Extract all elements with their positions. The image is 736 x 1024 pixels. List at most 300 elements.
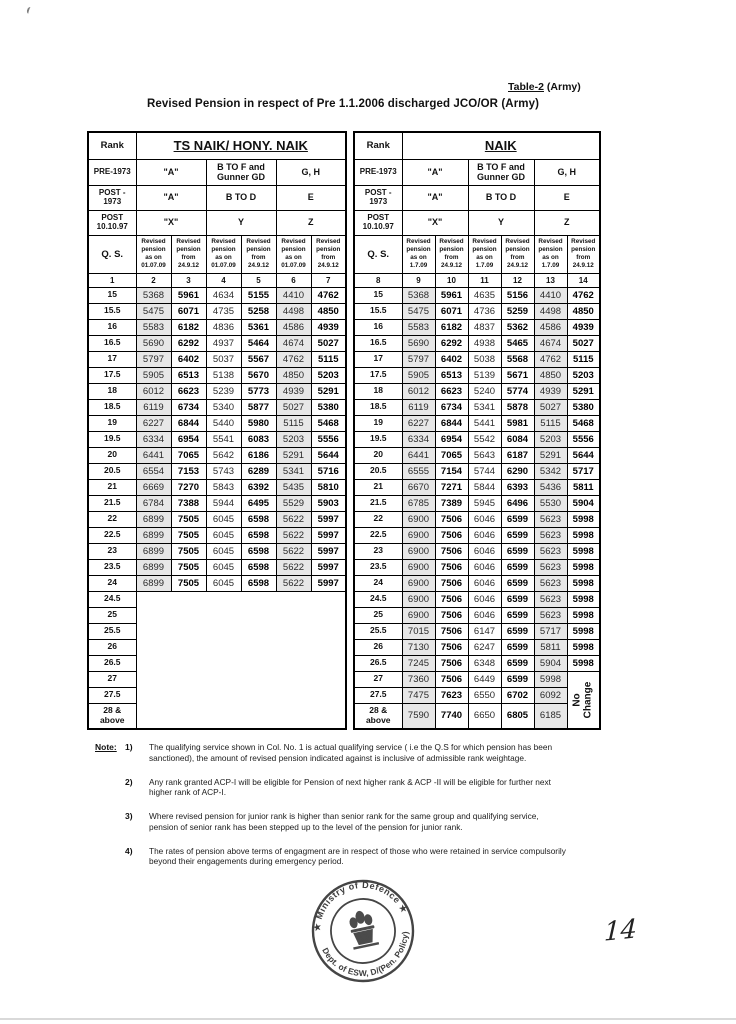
pension-value-cell: 5998 — [567, 655, 600, 671]
qs-cell: 25.5 — [354, 623, 402, 639]
pension-value-cell: 5716 — [311, 463, 346, 479]
pension-value-cell: 6441 — [402, 447, 435, 463]
pension-value-cell: 6899 — [136, 543, 171, 559]
pension-value-cell: 5440 — [206, 415, 241, 431]
band-row — [88, 159, 346, 185]
group-cell: B TO D — [206, 185, 276, 210]
pension-value-cell: 5623 — [534, 559, 567, 575]
pension-value-cell: 6046 — [468, 527, 501, 543]
pension-value-cell: 5622 — [276, 575, 311, 591]
column-number: 12 — [501, 273, 534, 287]
table-row — [354, 367, 600, 383]
table-row — [354, 431, 600, 447]
pension-value-cell: 5436 — [534, 479, 567, 495]
table-row — [354, 671, 600, 687]
pension-value-cell: 5997 — [311, 575, 346, 591]
ashoka-emblem-icon — [346, 908, 379, 949]
qs-cell: 15 — [354, 287, 402, 303]
note-text: Where revised pension for junior rank is higher than senior rank for the same group and qualifying service, pension of senior rank has been stepped up to the level of the pension for junior rank. — [149, 811, 539, 832]
column-header: Revised pension from 24.9.12 — [241, 235, 276, 273]
qs-cell: 21 — [354, 479, 402, 495]
table-row — [354, 383, 600, 399]
pension-value-cell: 6182 — [435, 319, 468, 335]
pension-value-cell: 5905 — [402, 367, 435, 383]
qs-cell: 25 — [88, 607, 136, 623]
pension-value-cell: 7506 — [435, 607, 468, 623]
qs-cell: 22 — [354, 511, 402, 527]
qs-cell: 23.5 — [88, 559, 136, 575]
pension-value-cell: 6785 — [402, 495, 435, 511]
pension-value-cell: 7506 — [435, 575, 468, 591]
table-body — [88, 287, 346, 729]
table-row — [354, 607, 600, 623]
subheader-row — [354, 235, 600, 273]
table-row — [354, 495, 600, 511]
band-label: POST 10.10.97 — [354, 210, 402, 235]
column-number-row — [354, 273, 600, 287]
rank-group-title — [136, 132, 346, 159]
pension-value-cell: 6496 — [501, 495, 534, 511]
pension-value-cell: 7505 — [171, 575, 206, 591]
pension-value-cell: 6899 — [136, 559, 171, 575]
pension-value-cell: 5115 — [276, 415, 311, 431]
pension-value-cell: 7388 — [171, 495, 206, 511]
table-row — [354, 655, 600, 671]
pension-value-cell: 6900 — [402, 591, 435, 607]
note-label: Note: — [95, 742, 117, 752]
qs-cell: 18.5 — [354, 399, 402, 415]
pension-value-cell: 6393 — [501, 479, 534, 495]
pension-value-cell: 5027 — [567, 335, 600, 351]
pension-value-cell: 6554 — [136, 463, 171, 479]
group-cell: B TO D — [468, 185, 534, 210]
pension-value-cell: 4634 — [206, 287, 241, 303]
qs-cell: 25 — [354, 607, 402, 623]
pension-value-cell: 5690 — [402, 335, 435, 351]
pension-value-cell: 5623 — [534, 607, 567, 623]
pension-value-cell: 5622 — [276, 511, 311, 527]
pension-value-cell: 6650 — [468, 703, 501, 729]
pension-value-cell: 5717 — [534, 623, 567, 639]
table-row — [354, 351, 600, 367]
pension-value-cell: 7389 — [435, 495, 468, 511]
table-header — [354, 132, 600, 287]
table-row — [354, 415, 600, 431]
note-text: The rates of pension above terms of engagment are in respect of those who were retained in service compulsorily beyond their engagements during emergency period. — [149, 845, 566, 867]
column-number: 2 — [136, 273, 171, 287]
scan-edge-shadow — [0, 1018, 736, 1020]
pension-value-cell: 4837 — [468, 319, 501, 335]
pension-value-cell: 4850 — [311, 303, 346, 319]
qs-cell: 23.5 — [354, 559, 402, 575]
pension-value-cell: 4850 — [567, 303, 600, 319]
pension-value-cell: 6045 — [206, 543, 241, 559]
qs-cell: 26.5 — [354, 655, 402, 671]
pension-value-cell: 7506 — [435, 671, 468, 687]
pension-value-cell: 4736 — [468, 303, 501, 319]
pension-value-cell: 6402 — [171, 351, 206, 367]
pension-value-cell: 6599 — [501, 623, 534, 639]
qs-cell: 21.5 — [354, 495, 402, 511]
table-row — [354, 335, 600, 351]
pension-value-cell: 6900 — [402, 575, 435, 591]
pension-value-cell: 5904 — [567, 495, 600, 511]
pension-value-cell: 6495 — [241, 495, 276, 511]
pension-value-cell: 6513 — [435, 367, 468, 383]
no-change-label: No Change — [571, 681, 594, 719]
pension-value-cell: 5743 — [206, 463, 241, 479]
pension-value-cell: 6227 — [402, 415, 435, 431]
pension-value-cell: 6899 — [136, 511, 171, 527]
qs-cell: 23 — [88, 543, 136, 559]
pension-value-cell: 5690 — [136, 335, 171, 351]
pension-value-cell: 6012 — [402, 383, 435, 399]
qs-header: Q. S. — [88, 235, 136, 273]
pension-value-cell: 6599 — [501, 511, 534, 527]
pension-value-cell: 6119 — [402, 399, 435, 415]
table-naik — [353, 131, 601, 730]
pension-value-cell: 5903 — [311, 495, 346, 511]
pension-value-cell: 7065 — [171, 447, 206, 463]
pension-value-cell: 4498 — [534, 303, 567, 319]
pension-value-cell: 5744 — [468, 463, 501, 479]
column-number-row — [88, 273, 346, 287]
qs-cell: 27 — [88, 671, 136, 687]
column-header: Revised pension as on 01.07.09 — [276, 235, 311, 273]
note-number: 2) — [125, 776, 133, 787]
rank-header: Rank — [354, 132, 402, 159]
pension-value-cell: 5878 — [501, 399, 534, 415]
qs-cell: 27 — [354, 671, 402, 687]
pension-value-cell: 6598 — [241, 527, 276, 543]
pension-value-cell: 5670 — [241, 367, 276, 383]
pension-value-cell: 6046 — [468, 543, 501, 559]
pension-value-cell: 6599 — [501, 639, 534, 655]
pension-value-cell: 5468 — [567, 415, 600, 431]
pension-value-cell: 7506 — [435, 543, 468, 559]
pension-value-cell: 7506 — [435, 623, 468, 639]
table-header — [88, 132, 346, 287]
qs-cell: 22 — [88, 511, 136, 527]
qs-cell: 18 — [354, 383, 402, 399]
table-row — [88, 559, 346, 575]
pension-value-cell: 5203 — [311, 367, 346, 383]
qs-cell: 19.5 — [354, 431, 402, 447]
table-row — [88, 447, 346, 463]
pension-value-cell: 5556 — [311, 431, 346, 447]
qs-cell: 17 — [354, 351, 402, 367]
pension-value-cell: 6598 — [241, 511, 276, 527]
qs-cell: 27.5 — [88, 687, 136, 703]
pension-value-cell: 6784 — [136, 495, 171, 511]
pension-value-cell: 4850 — [276, 367, 311, 383]
pension-value-cell: 6348 — [468, 655, 501, 671]
column-number: 10 — [435, 273, 468, 287]
pension-value-cell: 5115 — [567, 351, 600, 367]
table-row — [88, 351, 346, 367]
stamp-seal-graphic — [291, 859, 436, 1004]
table-number-label: Table-2 — [508, 81, 544, 93]
pension-value-cell: 6598 — [241, 559, 276, 575]
table-row — [354, 447, 600, 463]
pension-value-cell: 5944 — [206, 495, 241, 511]
group-cell: "A" — [402, 185, 468, 210]
pension-value-cell: 5961 — [171, 287, 206, 303]
pension-value-cell: 6670 — [402, 479, 435, 495]
table-row — [88, 575, 346, 591]
pension-value-cell: 7506 — [435, 639, 468, 655]
pension-value-cell: 5671 — [501, 367, 534, 383]
qs-cell: 17.5 — [354, 367, 402, 383]
pension-value-cell: 6289 — [241, 463, 276, 479]
pension-value-cell: 4939 — [311, 319, 346, 335]
band-row — [88, 185, 346, 210]
pension-value-cell: 5380 — [567, 399, 600, 415]
table-row — [88, 511, 346, 527]
band-label: PRE-1973 — [354, 159, 402, 185]
pension-value-cell: 6185 — [534, 703, 567, 729]
pension-value-cell: 5998 — [567, 543, 600, 559]
column-header: Revised pension as on 01.07.09 — [136, 235, 171, 273]
pension-value-cell: 6555 — [402, 463, 435, 479]
table-row — [88, 319, 346, 335]
pension-value-cell: 6046 — [468, 607, 501, 623]
pension-value-cell: 5998 — [567, 591, 600, 607]
pension-value-cell: 6292 — [435, 335, 468, 351]
pension-value-cell: 5797 — [136, 351, 171, 367]
pension-value-cell: 6012 — [136, 383, 171, 399]
pension-value-cell: 5997 — [311, 511, 346, 527]
pension-value-cell: 6702 — [501, 687, 534, 703]
pension-value-cell: 6598 — [241, 543, 276, 559]
pension-value-cell: 4586 — [276, 319, 311, 335]
column-header: Revised pension as on 1.7.09 — [534, 235, 567, 273]
pension-value-cell: 5475 — [402, 303, 435, 319]
pension-value-cell: 5258 — [241, 303, 276, 319]
group-cell: B TO F and Gunner GD — [206, 159, 276, 185]
qs-cell: 16 — [88, 319, 136, 335]
pension-value-cell: 5622 — [276, 527, 311, 543]
qs-cell: 16 — [354, 319, 402, 335]
column-header: Revised pension from 24.9.12 — [171, 235, 206, 273]
pension-value-cell: 6598 — [241, 575, 276, 591]
pension-value-cell: 6045 — [206, 511, 241, 527]
pension-value-cell: 5291 — [567, 383, 600, 399]
pension-value-cell: 5239 — [206, 383, 241, 399]
pension-value-cell: 6045 — [206, 575, 241, 591]
qs-cell: 15 — [88, 287, 136, 303]
pension-value-cell: 5643 — [468, 447, 501, 463]
pension-value-cell: 4762 — [534, 351, 567, 367]
pension-value-cell: 5773 — [241, 383, 276, 399]
table-row — [354, 687, 600, 703]
pension-value-cell: 5623 — [534, 543, 567, 559]
band-label: POST - 1973 — [88, 185, 136, 210]
pension-value-cell: 6334 — [136, 431, 171, 447]
pension-value-cell: 5644 — [567, 447, 600, 463]
pension-value-cell: 4850 — [534, 367, 567, 383]
qs-cell: 28 & above — [354, 703, 402, 729]
pension-value-cell: 5203 — [567, 367, 600, 383]
pension-value-cell: 5810 — [311, 479, 346, 495]
pension-value-cell: 7505 — [171, 527, 206, 543]
pension-value-cell: 4498 — [276, 303, 311, 319]
qs-cell: 22.5 — [354, 527, 402, 543]
pension-value-cell: 7154 — [435, 463, 468, 479]
pension-value-cell: 5340 — [206, 399, 241, 415]
pension-value-cell: 5844 — [468, 479, 501, 495]
rank-group-title-text: TS NAIK/ HONY. NAIK — [173, 138, 308, 154]
column-header: Revised pension from 24.9.12 — [311, 235, 346, 273]
pension-value-cell: 6900 — [402, 527, 435, 543]
table-row — [88, 367, 346, 383]
pension-value-cell: 6599 — [501, 671, 534, 687]
pension-value-cell: 7065 — [435, 447, 468, 463]
pension-value-cell: 5843 — [206, 479, 241, 495]
table-row — [88, 383, 346, 399]
qs-cell: 15.5 — [354, 303, 402, 319]
column-header: Revised pension as on 1.7.09 — [468, 235, 501, 273]
qs-cell: 28 & above — [88, 703, 136, 729]
group-cell: "X" — [402, 210, 468, 235]
note-number: 4) — [125, 845, 133, 856]
pension-value-cell: 5998 — [567, 511, 600, 527]
pension-value-cell: 5997 — [311, 543, 346, 559]
column-number: 8 — [354, 273, 402, 287]
pension-value-cell: 5904 — [534, 655, 567, 671]
band-label: POST 10.10.97 — [88, 210, 136, 235]
qs-cell: 24.5 — [354, 591, 402, 607]
pension-value-cell: 6599 — [501, 527, 534, 543]
band-row — [354, 185, 600, 210]
pension-value-cell: 6119 — [136, 399, 171, 415]
pension-value-cell: 5027 — [276, 399, 311, 415]
table-row — [354, 287, 600, 303]
pension-value-cell: 6734 — [435, 399, 468, 415]
pension-value-cell: 5291 — [276, 447, 311, 463]
pension-value-cell: 7506 — [435, 591, 468, 607]
pension-value-cell: 4938 — [468, 335, 501, 351]
column-number: 1 — [88, 273, 136, 287]
pension-tables — [87, 131, 601, 730]
pension-value-cell: 6900 — [402, 559, 435, 575]
pension-value-cell: 7623 — [435, 687, 468, 703]
pension-value-cell: 4674 — [534, 335, 567, 351]
band-label: PRE-1973 — [88, 159, 136, 185]
table-row — [354, 303, 600, 319]
table-row — [354, 559, 600, 575]
pension-value-cell: 6550 — [468, 687, 501, 703]
note-number: 3) — [125, 811, 133, 822]
table-row — [88, 415, 346, 431]
pension-value-cell: 6046 — [468, 575, 501, 591]
pension-value-cell: 5203 — [534, 431, 567, 447]
pension-value-cell: 5138 — [206, 367, 241, 383]
merged-cell — [136, 591, 346, 729]
stamp-top-text: ★ Ministry of Defence ★ — [311, 879, 410, 932]
pension-value-cell: 4674 — [276, 335, 311, 351]
pension-value-cell: 5568 — [501, 351, 534, 367]
pension-value-cell: 5998 — [567, 607, 600, 623]
qs-cell: 17.5 — [88, 367, 136, 383]
group-cell: E — [276, 185, 346, 210]
pension-value-cell: 6844 — [435, 415, 468, 431]
pension-value-cell: 5542 — [468, 431, 501, 447]
ministry-stamp — [291, 859, 436, 1004]
pension-value-cell: 5905 — [136, 367, 171, 383]
column-header: Revised pension from 24.9.12 — [567, 235, 600, 273]
pension-value-cell: 5341 — [468, 399, 501, 415]
table-row — [354, 479, 600, 495]
note-item — [95, 777, 595, 799]
pension-value-cell: 6292 — [171, 335, 206, 351]
pension-value-cell: 6045 — [206, 527, 241, 543]
pension-value-cell: 6954 — [171, 431, 206, 447]
pension-value-cell: 4937 — [206, 335, 241, 351]
pension-value-cell: 5465 — [501, 335, 534, 351]
qs-cell: 20.5 — [354, 463, 402, 479]
group-cell: "X" — [136, 210, 206, 235]
qs-cell: 16.5 — [354, 335, 402, 351]
pension-value-cell: 5622 — [276, 543, 311, 559]
pension-value-cell: 5441 — [468, 415, 501, 431]
pension-value-cell: 5556 — [567, 431, 600, 447]
pension-value-cell: 4836 — [206, 319, 241, 335]
pension-value-cell: 6046 — [468, 591, 501, 607]
table-body — [354, 287, 600, 729]
rank-group-title — [402, 132, 600, 159]
table-row — [354, 319, 600, 335]
band-row — [354, 210, 600, 235]
pension-value-cell: 7015 — [402, 623, 435, 639]
pension-value-cell: 7130 — [402, 639, 435, 655]
qs-cell: 24 — [354, 575, 402, 591]
qs-cell: 25.5 — [88, 623, 136, 639]
pension-value-cell: 6334 — [402, 431, 435, 447]
pension-value-cell: 5368 — [136, 287, 171, 303]
pension-value-cell: 6402 — [435, 351, 468, 367]
pension-value-cell: 5362 — [501, 319, 534, 335]
pension-value-cell: 6734 — [171, 399, 206, 415]
column-header: Revised pension as on 1.7.09 — [402, 235, 435, 273]
note-number: 1) — [125, 742, 133, 752]
pension-value-cell: 6900 — [402, 607, 435, 623]
pension-value-cell: 4939 — [567, 319, 600, 335]
pension-value-cell: 5877 — [241, 399, 276, 415]
pension-value-cell: 5998 — [567, 639, 600, 655]
pension-value-cell: 7590 — [402, 703, 435, 729]
pension-value-cell: 7506 — [435, 511, 468, 527]
table-row — [88, 399, 346, 415]
pension-value-cell: 5529 — [276, 495, 311, 511]
column-number: 5 — [241, 273, 276, 287]
pension-value-cell: 7271 — [435, 479, 468, 495]
table-row — [88, 463, 346, 479]
pension-value-cell: 7506 — [435, 655, 468, 671]
table-row — [88, 303, 346, 319]
notes-section — [95, 742, 595, 880]
pension-value-cell: 5642 — [206, 447, 241, 463]
table-row — [354, 575, 600, 591]
pension-value-cell: 6045 — [206, 559, 241, 575]
pension-value-cell: 6599 — [501, 543, 534, 559]
merged-cell — [567, 671, 600, 729]
pension-value-cell: 6599 — [501, 591, 534, 607]
header-row-rank — [88, 132, 346, 159]
rank-header: Rank — [88, 132, 136, 159]
qs-cell: 19.5 — [88, 431, 136, 447]
table-row — [354, 399, 600, 415]
